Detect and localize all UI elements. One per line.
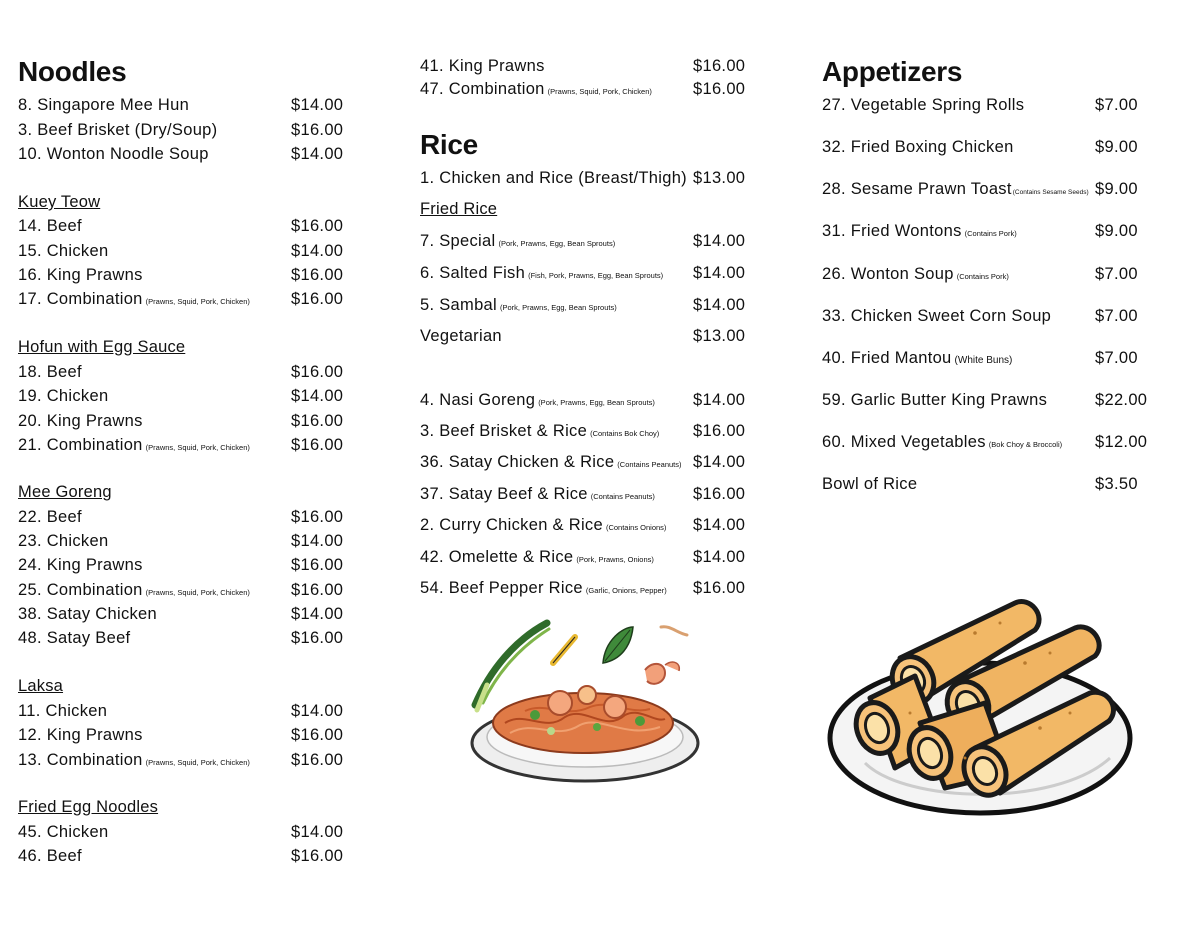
menu-item bbox=[420, 545, 765, 569]
item-price: $14.00 bbox=[291, 145, 344, 163]
menu-item bbox=[18, 529, 363, 553]
item-note: (Prawns, Squid, Pork, Chicken) bbox=[145, 297, 250, 306]
item-name bbox=[822, 262, 1009, 289]
item-price: $16.00 bbox=[693, 485, 746, 503]
item-name: 18. Beef bbox=[18, 363, 82, 381]
section-title-kuey-teow: Kuey Teow bbox=[18, 193, 101, 211]
menu-item bbox=[18, 626, 363, 650]
item-name-text: 6. Salted Fish bbox=[420, 264, 526, 282]
section-title-fried-egg-noodles: Fried Egg Noodles bbox=[18, 798, 159, 816]
menu-item bbox=[18, 820, 363, 844]
item-name bbox=[420, 293, 617, 320]
item-name-text: 2. Curry Chicken & Rice bbox=[420, 516, 603, 534]
rice-title: Rice bbox=[420, 129, 478, 160]
item-name: 41. King Prawns bbox=[420, 57, 545, 75]
item-name: 12. King Prawns bbox=[18, 726, 143, 744]
menu-item bbox=[420, 77, 765, 101]
menu-item bbox=[420, 388, 765, 412]
item-name bbox=[18, 433, 250, 460]
item-price: $16.00 bbox=[291, 363, 344, 381]
item-note: (Prawns, Squid, Pork, Chicken) bbox=[145, 443, 250, 452]
menu-item bbox=[18, 723, 363, 747]
item-name bbox=[420, 388, 655, 415]
item-name bbox=[822, 430, 1062, 457]
item-name: 27. Vegetable Spring Rolls bbox=[822, 96, 1025, 114]
fried-noodles-plate-illustration bbox=[465, 615, 705, 790]
item-price: $7.00 bbox=[1095, 96, 1138, 114]
menu-item bbox=[822, 177, 1167, 201]
item-price: $14.00 bbox=[693, 391, 746, 409]
item-price: $12.00 bbox=[1095, 433, 1148, 451]
menu-item bbox=[18, 287, 363, 311]
menu-item bbox=[18, 699, 363, 723]
item-name: 32. Fried Boxing Chicken bbox=[822, 138, 1014, 156]
item-name-text: 13. Combination bbox=[18, 751, 143, 769]
menu-item bbox=[420, 419, 765, 443]
menu-item bbox=[822, 93, 1167, 117]
item-note: (Prawns, Squid, Pork, Chicken) bbox=[145, 588, 250, 597]
item-price: $14.00 bbox=[291, 702, 344, 720]
item-name bbox=[822, 177, 1089, 205]
item-price: $16.00 bbox=[291, 436, 344, 454]
item-price: $16.00 bbox=[291, 629, 344, 647]
item-name bbox=[420, 482, 655, 509]
menu-item bbox=[420, 324, 765, 348]
item-name bbox=[18, 287, 250, 314]
item-price: $14.00 bbox=[693, 264, 746, 282]
item-note: (Prawns, Squid, Pork, Chicken) bbox=[547, 87, 652, 96]
item-note: (Pork, Prawns, Egg, Bean Sprouts) bbox=[538, 398, 655, 407]
item-note: (Pork, Prawns, Egg, Bean Sprouts) bbox=[498, 239, 616, 248]
item-price: $7.00 bbox=[1095, 349, 1138, 367]
item-price: $13.00 bbox=[693, 327, 746, 345]
item-note: (Contains Peanuts) bbox=[617, 460, 682, 469]
item-price: $14.00 bbox=[291, 605, 344, 623]
item-note: (Contains Peanuts) bbox=[590, 492, 655, 501]
item-name bbox=[420, 576, 667, 603]
menu-item bbox=[18, 384, 363, 408]
section-title-laksa: Laksa bbox=[18, 677, 64, 695]
item-price: $9.00 bbox=[1095, 138, 1138, 156]
menu-item bbox=[18, 578, 363, 602]
menu-item bbox=[420, 54, 765, 78]
item-note: (Contains Pork) bbox=[956, 272, 1009, 281]
item-price: $16.00 bbox=[291, 290, 344, 308]
item-name-text: 17. Combination bbox=[18, 290, 143, 308]
item-name: 23. Chicken bbox=[18, 532, 109, 550]
item-name: 20. King Prawns bbox=[18, 412, 143, 430]
item-price: $14.00 bbox=[291, 532, 344, 550]
item-price: $16.00 bbox=[291, 847, 344, 865]
menu-item bbox=[822, 304, 1167, 328]
item-name: 33. Chicken Sweet Corn Soup bbox=[822, 307, 1052, 325]
item-name: 15. Chicken bbox=[18, 242, 109, 260]
menu-item bbox=[18, 748, 363, 772]
item-price: $16.00 bbox=[291, 751, 344, 769]
item-name bbox=[822, 219, 1017, 246]
item-name-text: 31. Fried Wontons bbox=[822, 222, 962, 240]
menu-item bbox=[18, 118, 363, 142]
appetizers-title: Appetizers bbox=[822, 56, 963, 87]
menu-item bbox=[420, 293, 765, 317]
item-name: Bowl of Rice bbox=[822, 475, 918, 493]
item-price: $16.00 bbox=[291, 726, 344, 744]
item-note: (Pork, Prawns, Onions) bbox=[576, 555, 654, 564]
item-name-text: 25. Combination bbox=[18, 581, 143, 599]
item-price: $14.00 bbox=[291, 387, 344, 405]
item-price: $16.00 bbox=[291, 508, 344, 526]
item-note: (Fish, Pork, Prawns, Egg, Bean Sprouts) bbox=[528, 271, 664, 280]
item-note: (White Buns) bbox=[954, 355, 1013, 366]
menu-item bbox=[18, 360, 363, 384]
item-note: (Contains Sesame Seeds) bbox=[1012, 189, 1089, 196]
item-name bbox=[420, 513, 666, 540]
item-price: $16.00 bbox=[291, 581, 344, 599]
menu-item bbox=[420, 576, 765, 600]
menu-item bbox=[18, 93, 363, 117]
item-name: 46. Beef bbox=[18, 847, 82, 865]
menu-item bbox=[420, 450, 765, 474]
item-note: (Contains Bok Choy) bbox=[590, 429, 660, 438]
item-price: $14.00 bbox=[291, 823, 344, 841]
item-note: (Contains Pork) bbox=[964, 229, 1017, 238]
item-name bbox=[18, 578, 250, 605]
item-name: 38. Satay Chicken bbox=[18, 605, 158, 623]
item-price: $14.00 bbox=[693, 232, 746, 250]
item-name: 3. Beef Brisket (Dry/Soup) bbox=[18, 121, 218, 139]
item-name-text: 40. Fried Mantou bbox=[822, 349, 952, 367]
menu-item bbox=[822, 430, 1167, 454]
item-price: $16.00 bbox=[291, 412, 344, 430]
item-note: (Pork, Prawns, Egg, Bean Sprouts) bbox=[500, 303, 617, 312]
item-price: $3.50 bbox=[1095, 475, 1138, 493]
item-name-text: 36. Satay Chicken & Rice bbox=[420, 453, 615, 471]
item-note: (Prawns, Squid, Pork, Chicken) bbox=[145, 758, 250, 767]
menu-item bbox=[18, 214, 363, 238]
item-name bbox=[18, 748, 250, 775]
item-name-text: 5. Sambal bbox=[420, 296, 497, 314]
item-name-text: 7. Special bbox=[420, 232, 496, 250]
menu-item bbox=[822, 472, 1167, 496]
item-price: $16.00 bbox=[291, 217, 344, 235]
menu-item bbox=[18, 602, 363, 626]
item-name bbox=[822, 346, 1012, 373]
item-price: $16.00 bbox=[693, 579, 746, 597]
menu-item bbox=[420, 513, 765, 537]
menu-item bbox=[18, 844, 363, 868]
item-price: $9.00 bbox=[1095, 222, 1138, 240]
item-price: $16.00 bbox=[693, 422, 746, 440]
spring-rolls-plate-illustration bbox=[825, 588, 1145, 823]
section-title-hofun: Hofun with Egg Sauce bbox=[18, 338, 186, 356]
item-name: 16. King Prawns bbox=[18, 266, 143, 284]
menu-item bbox=[822, 262, 1167, 286]
section-title-mee-goreng: Mee Goreng bbox=[18, 483, 112, 501]
item-price: $16.00 bbox=[693, 80, 746, 98]
item-name: 19. Chicken bbox=[18, 387, 109, 405]
item-name bbox=[420, 419, 659, 446]
item-price: $14.00 bbox=[693, 453, 746, 471]
menu-item bbox=[18, 409, 363, 433]
menu-item bbox=[18, 239, 363, 263]
item-name-text: 4. Nasi Goreng bbox=[420, 391, 536, 409]
item-note: (Bok Choy & Broccoli) bbox=[988, 440, 1063, 449]
item-price: $7.00 bbox=[1095, 307, 1138, 325]
item-name: 11. Chicken bbox=[18, 702, 108, 720]
item-name: 1. Chicken and Rice (Breast/Thigh) bbox=[420, 169, 687, 187]
menu-item bbox=[420, 261, 765, 285]
item-price: $14.00 bbox=[693, 548, 746, 566]
item-name-text: 54. Beef Pepper Rice bbox=[420, 579, 583, 597]
item-name: 45. Chicken bbox=[18, 823, 109, 841]
menu-item bbox=[822, 219, 1167, 243]
item-name bbox=[420, 229, 615, 256]
item-name: 59. Garlic Butter King Prawns bbox=[822, 391, 1048, 409]
item-name: 8. Singapore Mee Hun bbox=[18, 96, 190, 114]
item-name: 10. Wonton Noodle Soup bbox=[18, 145, 209, 163]
item-name-text: 37. Satay Beef & Rice bbox=[420, 485, 588, 503]
item-note: (Garlic, Onions, Pepper) bbox=[585, 586, 667, 595]
menu-item bbox=[822, 135, 1167, 159]
noodles-title: Noodles bbox=[18, 56, 127, 87]
menu-item bbox=[18, 142, 363, 166]
item-name: Vegetarian bbox=[420, 327, 502, 345]
item-name bbox=[420, 545, 654, 572]
item-price: $16.00 bbox=[291, 121, 344, 139]
item-name-text: 28. Sesame Prawn Toast bbox=[822, 180, 1012, 198]
item-note: (Contains Onions) bbox=[605, 523, 667, 532]
item-price: $16.00 bbox=[291, 266, 344, 284]
item-price: $14.00 bbox=[693, 516, 746, 534]
item-name: 48. Satay Beef bbox=[18, 629, 131, 647]
item-price: $14.00 bbox=[693, 296, 746, 314]
menu-item bbox=[420, 229, 765, 253]
menu-item bbox=[822, 346, 1167, 370]
item-name bbox=[420, 450, 682, 477]
item-name bbox=[420, 77, 652, 104]
menu-item bbox=[822, 388, 1167, 412]
menu-item bbox=[18, 553, 363, 577]
menu-item bbox=[420, 166, 765, 190]
item-price: $16.00 bbox=[291, 556, 344, 574]
section-title-fried-rice: Fried Rice bbox=[420, 200, 498, 218]
menu-item bbox=[420, 482, 765, 506]
item-name-text: 3. Beef Brisket & Rice bbox=[420, 422, 588, 440]
item-name-text: 26. Wonton Soup bbox=[822, 265, 954, 283]
menu-item bbox=[18, 505, 363, 529]
item-name bbox=[420, 261, 663, 288]
item-name: 14. Beef bbox=[18, 217, 82, 235]
item-name-text: 47. Combination bbox=[420, 80, 545, 98]
item-price: $16.00 bbox=[693, 57, 746, 75]
menu-item bbox=[18, 263, 363, 287]
item-price: $13.00 bbox=[693, 169, 746, 187]
item-price: $22.00 bbox=[1095, 391, 1148, 409]
item-price: $14.00 bbox=[291, 96, 344, 114]
item-name: 24. King Prawns bbox=[18, 556, 143, 574]
item-name-text: 60. Mixed Vegetables bbox=[822, 433, 986, 451]
item-price: $9.00 bbox=[1095, 180, 1138, 198]
menu-item bbox=[18, 433, 363, 457]
item-name-text: 21. Combination bbox=[18, 436, 143, 454]
item-name: 22. Beef bbox=[18, 508, 82, 526]
item-price: $7.00 bbox=[1095, 265, 1138, 283]
item-price: $14.00 bbox=[291, 242, 344, 260]
item-name-text: 42. Omelette & Rice bbox=[420, 548, 574, 566]
